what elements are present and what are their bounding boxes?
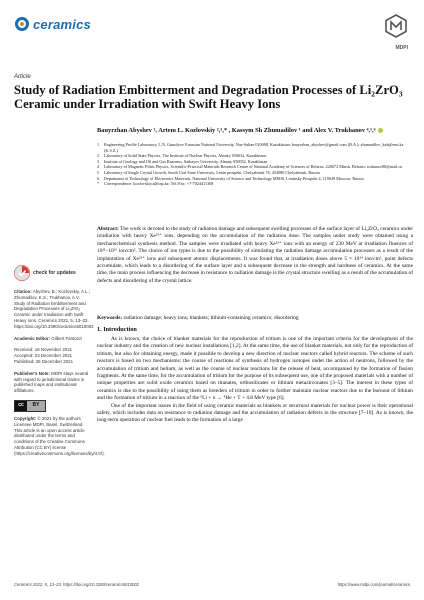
journal-logo[interactable] <box>14 16 91 32</box>
keywords-text: radiation damage; heavy ions; blankets; lithium-containing ceramics; disordering <box>123 315 299 321</box>
authors-text: Bauyrzhan Abyshev ¹, Artem L. Kozlovskiy ²,³,* , Kassym Sh Zhumadilov ¹ and Alex V. Trukhanov ⁴,⁵,⁶ <box>97 127 376 134</box>
affiliations <box>97 142 413 187</box>
received-date: Received: 18 November 2021 <box>14 347 73 353</box>
cc-by-license-icon[interactable]: cc BY <box>14 400 46 412</box>
abstract-label: Abstract: <box>97 226 119 232</box>
published-date: Published: 26 December 2021 <box>14 358 74 364</box>
citation-text: Abyshev, B.; Kozlovskiy, A.L.; Zhumadilov, K.S.; Trukhanov, A.V. Study of Radiation Embitterment and Degradation Processes of Li₂ZrO₃ Ceramic under Irradiation with Swift Heavy Ions. Ceramics 2022, 5, 13–23. https://doi.org/10.3390/ceramics5010002 <box>14 289 94 329</box>
body-text <box>97 336 413 425</box>
publisher-name: MDPI <box>395 45 408 51</box>
journal-name: ceramics <box>33 16 91 32</box>
correspondence: * Correspondence: kozlovskiy.a@inp.kz; Tel./Fax: +7-7024411368 <box>97 181 214 187</box>
abstract <box>97 226 413 285</box>
abstract-text: The work is devoted to the study of radiation damage and subsequent swelling processes of the surface layer of Li₂ZrO₃ ceramics under irradiation with heavy Xe²³⁺ ions, depending on the accumulation of the radiation dose. The samples under study were obtained using a mechanochemical synthesis method. The samples were irradiated with heavy Xe²³⁺ ions with an energy of 230 MeV at irradiation fluences of 10¹¹–10¹⁶ ion/cm². The choice of ion types is due to the possibility of simulating the radiation damage accumulation processes as a result of the implantation of Xe²³⁺ ions and subsequent atomic displacements. It was found that, at irradiation doses above 5 × 10¹⁴ ion/cm², point defects accumulate, which leads to a disordering of the surface layer and a subsequent decrease in the strength and hardness of ceramics. At the same time, the main process influencing the decrease in resistance to radiation damage is the crystal structure swelling as a result of the accumulation of defects and disordering of the crystal lattice. <box>97 226 413 284</box>
affiliation-item: 1 Engineering Profile Laboratory, L.N. Gumilyov Eurasian National University, Nur-Sultan 010008, Kazakhstan; bauyrzhan_abyshev@gmail.com (B.A.); zhumadilov_kah@enu.kz (K.S.Z.) <box>97 142 404 153</box>
affiliation-item: 3 Institute of Geology and Oil and Gas Business, Satbayev University, Almaty 050032, Kazakhstan <box>97 158 268 164</box>
mdpi-logo-icon[interactable] <box>384 14 408 38</box>
page-footer <box>14 582 410 587</box>
footer-citation[interactable]: Ceramics 2022, 5, 13–23. https://doi.org/10.3390/ceramics5010002 <box>14 582 140 587</box>
article-title: Study of Radiation Embitterment and Degradation Processes of Li₂ZrO₃ Ceramic under Irradiation with Swift Heavy Ions <box>14 83 403 112</box>
citation-block: Citation: Abyshev, B.; Kozlovskiy, A.L.; Zhumadilov, K.S.; Trukhanov, A.V. Study of Radiation Embitterment and Degradation Processes of Li₂ZrO₃ Ceramic under Irradiation with Swift Heavy Ions. Ceramics 2022, 5, 13–23. https://doi.org/10.3390/ceramics5010002 <box>14 289 94 329</box>
academic-editor: Academic Editor: Gilbert Fantozzi <box>14 335 83 341</box>
keywords-label: Keywords: <box>97 315 123 321</box>
dates-block <box>14 347 90 364</box>
ceramics-icon <box>14 16 30 32</box>
affiliation-item: 6 Department of Technology of Electronics Materials, National University of Science and Technology MISIS, Leninsky Prospekt 4, 119049 Moscow, Russia <box>97 175 364 181</box>
check-for-updates-button[interactable] <box>14 265 90 281</box>
accepted-date: Accepted: 23 December 2021 <box>14 353 73 359</box>
section-heading: 1. Introduction <box>97 326 137 333</box>
copyright-block: Copyright: © 2021 by the authors. Licensee MDPI, Basel, Switzerland. This article is an open access article distributed under the terms and conditions of the Creative Commons Attribution (CC BY) license (https://creativecommons.org/licenses/by/4.0/). <box>14 415 105 456</box>
affiliation-item: 5 Laboratory of Single Crystal Growth, South Ural State University, Lenin prospekt, Chelyabinsk 76, 454080 Chelyabinsk, Russia <box>97 169 320 175</box>
orcid-icon[interactable] <box>378 128 383 133</box>
paragraph: One of the important issues in the field of using ceramic materials as blankets or structural materials for nuclear power is their operational safety, which includes data on resistance to radiation damage and the accumulation of radiation defects in the structure [7–10]. As is known, the long-term operation of nuclear fuel leads to the formation of a large <box>97 402 413 424</box>
check-updates-icon <box>14 265 30 281</box>
affiliation-item: 2 Laboratory of Solid State Physics, The Institute of Nuclear Physics, Almaty 050032, Kazakhstan <box>97 153 266 159</box>
page-header <box>14 14 410 51</box>
check-updates-label: check for updates <box>33 270 76 276</box>
paragraph: As is known, the choice of blanket materials for the reproduction of tritium is one of the important criteria for the development of the nuclear industry and the creation of new nuclear installations [1,2]. At the same time, the use of blanket materials, not only for the reproduction of tritium, but also for obtaining energy, made it possible to develop a new direction of nuclear reactors called hybrid reactors. The scheme of such reactors is based on two mechanisms: the course of reactions of synthesis of hydrogen isotopes under the action of neutrons, followed by the accumulation of tritium and helium, as well as the course of nuclear reactions for the release of heat, accompanied by the formation of fission fragments. At the same time, for the accumulation of tritium for the purpose of its subsequent use, one of the proposed materials with a number of unique properties are solid oxide ceramics based on titanates, orthosilicates or lithium metazirconates [3–5]. The interest in these types of ceramics is due to the possibility of using them as breeders of tritium in order to further maintain nuclear reactors due to the burnout of lithium and the formation of tritium in a reaction of the ⁶Li + n → ⁴He + T + 4.8 MeV type [6]. <box>97 336 413 402</box>
sidebar <box>14 265 105 463</box>
keywords <box>97 315 413 322</box>
article-type: Article <box>14 74 31 80</box>
publisher-note: Publisher's Note: MDPI stays neutral with regard to jurisdictional claims in published maps and institutional affiliations. <box>14 370 89 394</box>
author-list <box>97 127 417 135</box>
affiliation-item: 4 Laboratory of Magnetic Films Physics, Scientific-Practical Materials Research Centre of National Academy of Sciences of Belarus, 220072 Minsk, Belarus; truhanov86@mail.ru <box>97 164 402 170</box>
footer-journal-url[interactable]: https://www.mdpi.com/journal/ceramics <box>337 582 410 587</box>
